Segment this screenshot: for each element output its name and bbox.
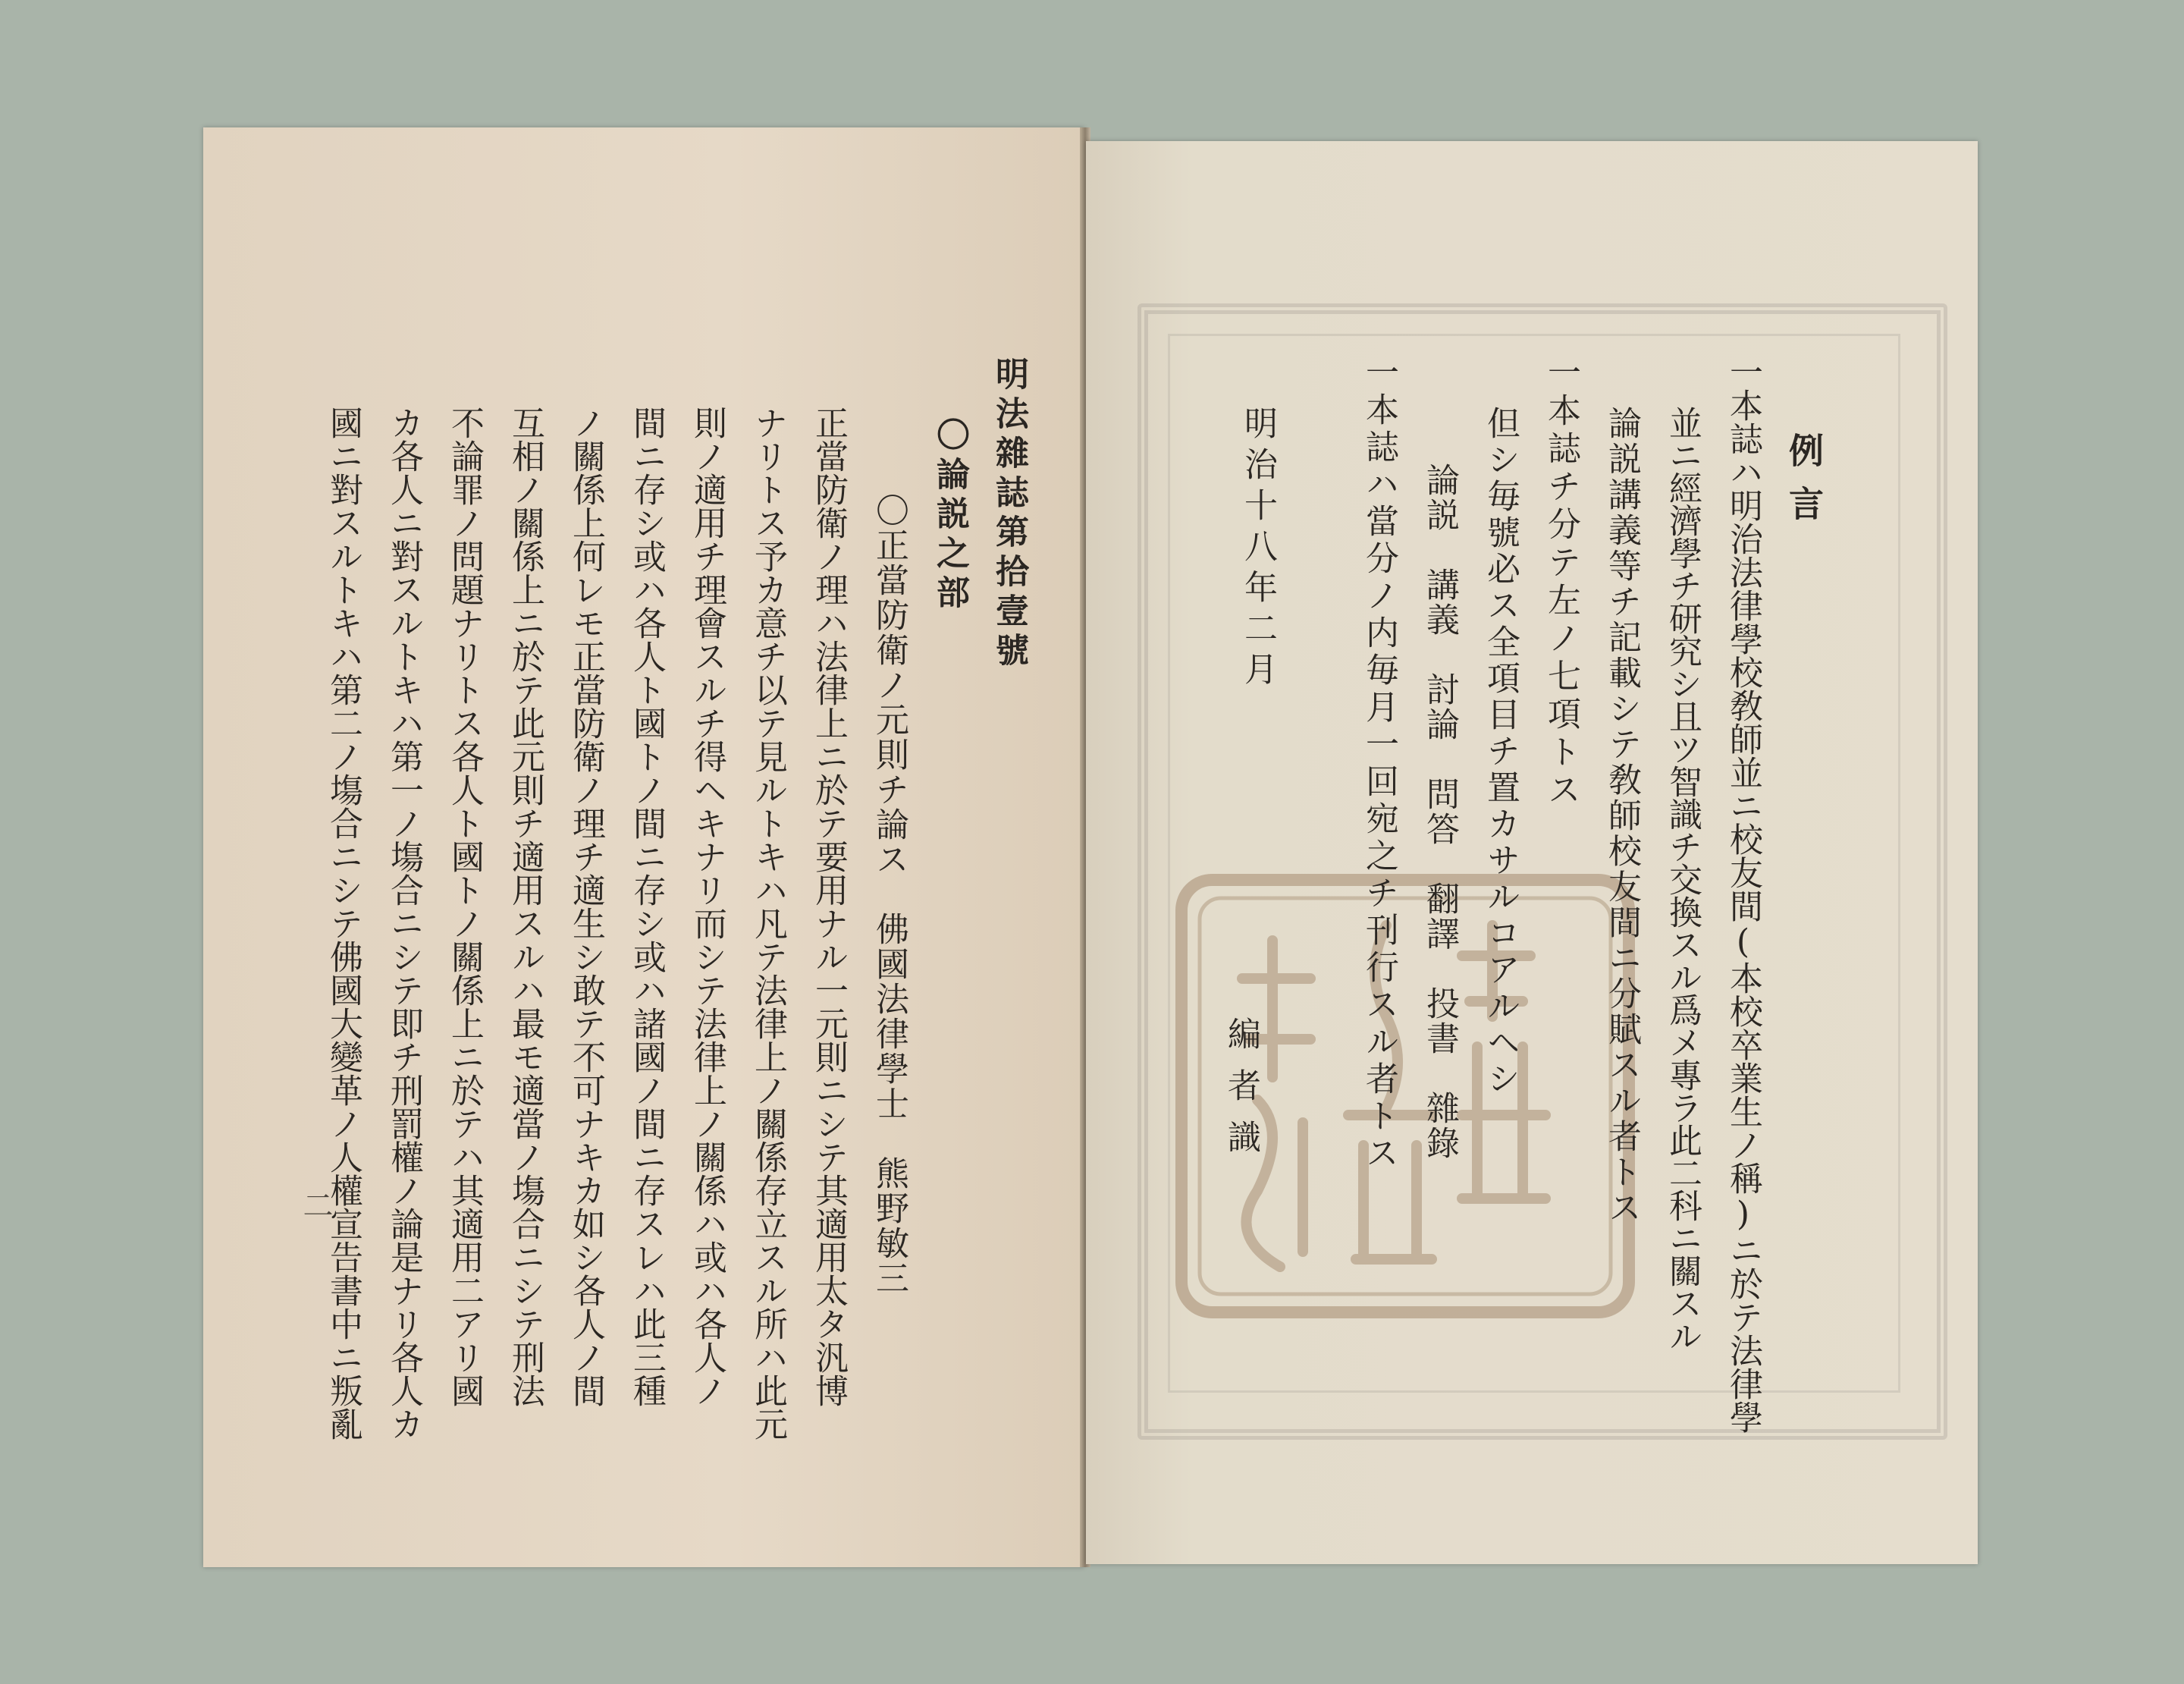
right-col-2: 明治十八年二月 — [1238, 406, 1277, 693]
left-col-2: カ各人ニ對スルトキハ第一ノ塲合ニシテ即チ刑罰權ノ論是ナリ各人カ — [384, 406, 423, 1441]
left-col-4: 互相ノ關係上ニ於テ此元則チ適用スルハ最モ適當ノ塲合ニシテ刑法 — [506, 406, 544, 1407]
right-col-4: 論説 講義 討論 問答 翻譯 投書 雜錄 — [1420, 463, 1459, 1161]
left-col-7: 則ノ適用チ理會スルチ得ヘキナリ而シテ法律上ノ關係ハ或ハ各人ノ — [688, 406, 726, 1407]
right-col-5: 但シ毎號必ス全項目チ置カサルコアルヘシ — [1481, 406, 1520, 1098]
left-col-5: ノ關係上何レモ正當防衛ノ理チ適生シ敢テ不可ナキカ如シ各人ノ間 — [566, 406, 605, 1407]
right-col-10: 例言 — [1784, 432, 1825, 539]
right-col-3: 一本誌ハ當分ノ内毎月一回宛之チ刊行スル者トス — [1360, 355, 1398, 1173]
right-col-8: 並ニ經濟學チ研究シ且ツ智識チ交換スル爲メ專ラ此二科ニ關スル — [1663, 406, 1702, 1352]
left-col-8: ナリトス予カ意チ以テ見ルトキハ凡テ法律上ノ關係存立スル所ハ此元 — [748, 406, 787, 1441]
left-col-11: 〇論説之部 — [930, 417, 969, 614]
left-col-3: 不論罪ノ問題ナリトス各人ト國トノ關係上ニ於テハ其適用二アリ國 — [445, 406, 484, 1407]
right-col-6: 一本誌チ分テ左ノ七項トス — [1542, 355, 1580, 810]
left-col-12: 明法雜誌第拾壹號 — [990, 357, 1028, 672]
right-col-1: 編者識 — [1222, 1016, 1260, 1171]
left-col-9: 正當防衛ノ理ハ法律上ニ於テ要用ナル一元則ニシテ其適用太タ汎博 — [809, 406, 848, 1407]
left-col-1: 國ニ對スルトキハ第二ノ塲合ニシテ佛國大變革ノ人權宣告書中ニ叛亂 — [324, 406, 362, 1441]
left-col-6: 間ニ存シ或ハ各人ト國トノ間ニ存シ或ハ諸國ノ間ニ存スレハ此三種 — [627, 406, 666, 1407]
right-col-7: 論説講義等チ記載シテ敎師校友間ニ分賦スル者トス — [1602, 406, 1641, 1226]
right-col-9: 一本誌ハ明治法律學校敎師並ニ校友間(本校卒業生ノ稱)ニ於テ法律學 — [1724, 355, 1762, 1434]
page-number: 二 — [298, 1189, 333, 1220]
left-col-10: 〇正當防衛ノ元則チ論ス 佛國法律學士 熊野敏三 — [870, 493, 908, 1296]
